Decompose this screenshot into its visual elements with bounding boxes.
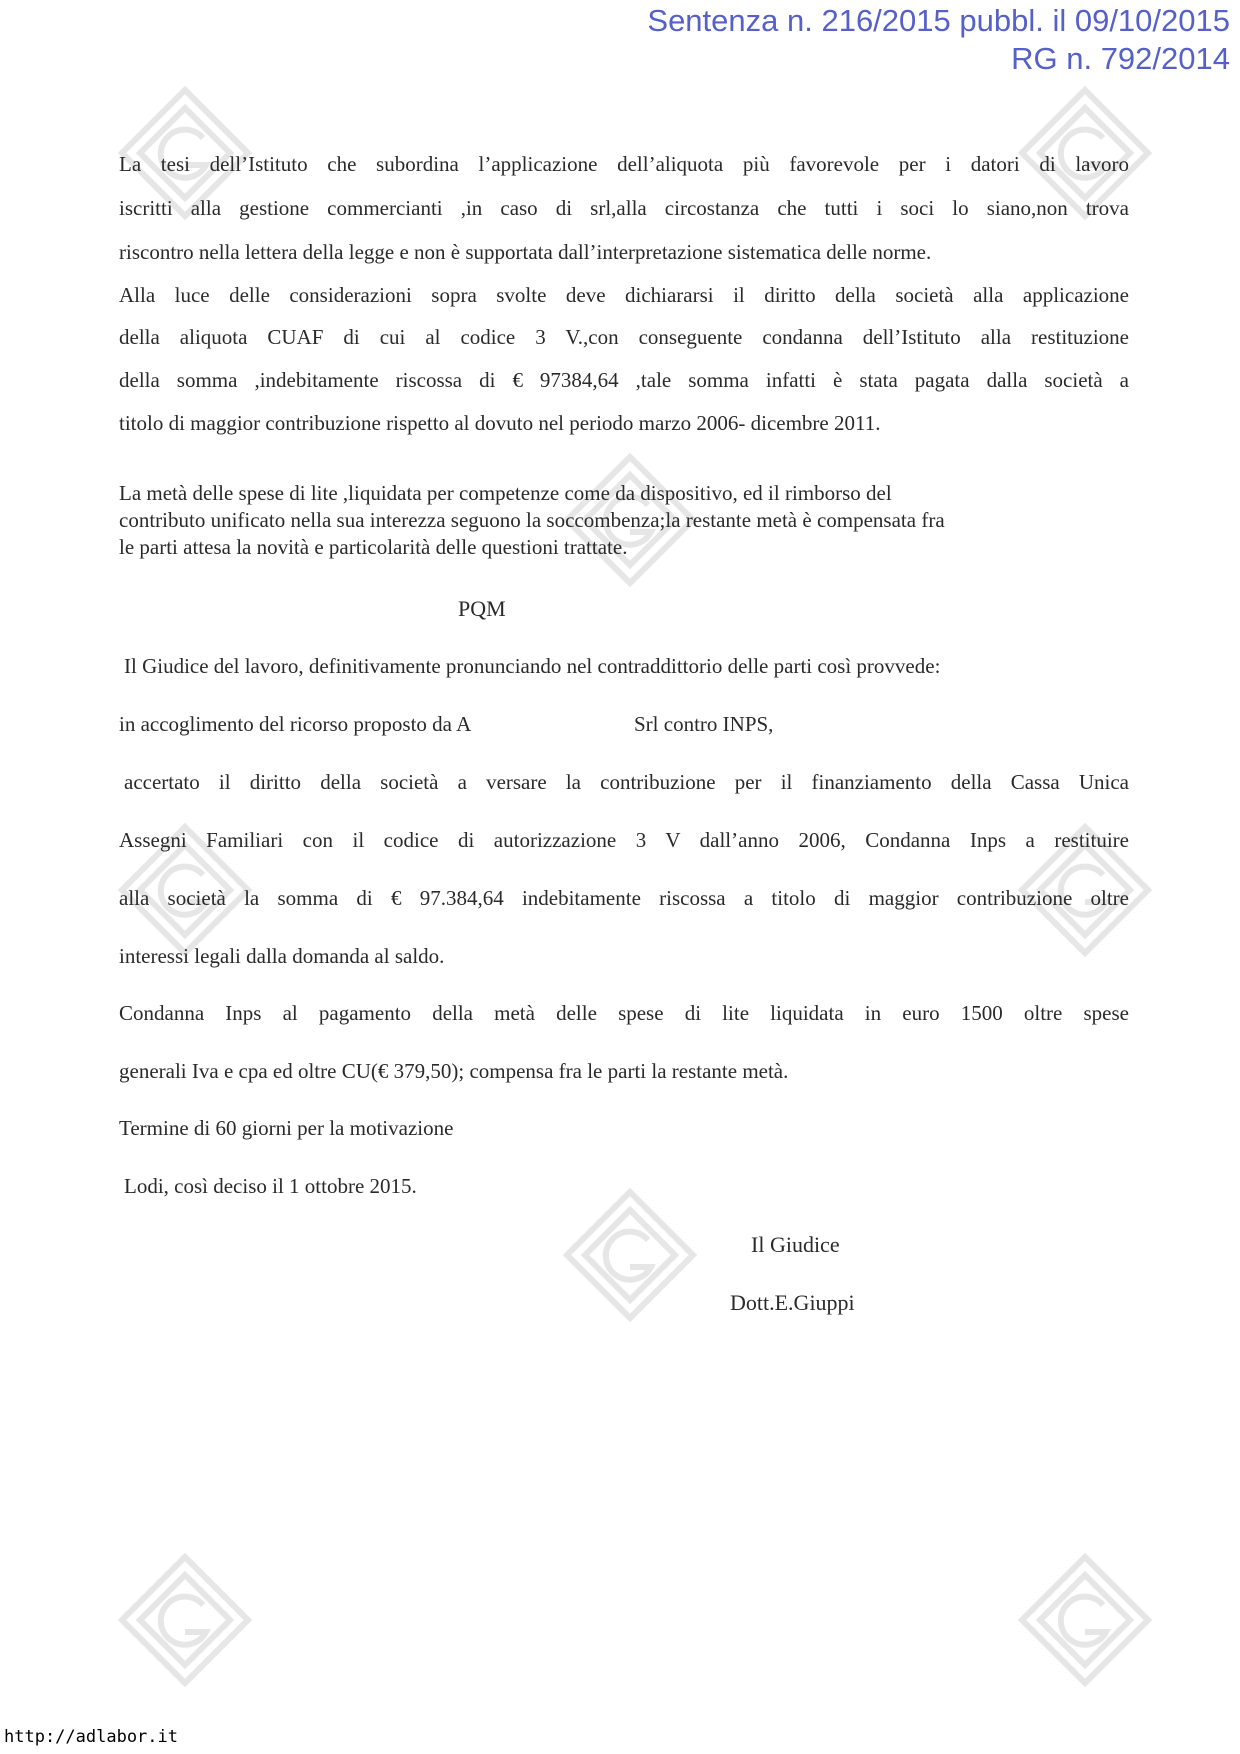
body-line: contributo unificato nella sua interezza seguono la soccombenza;la restante metà è compensata fra (119, 508, 945, 532)
body-line: Srl contro INPS, (634, 712, 774, 736)
body-line: La tesi dell’Istituto che subordina l’applicazione dell’aliquota più favorevole per i datori di lavoro (119, 152, 1129, 176)
body-line: alla società la somma di € 97.384,64 indebitamente riscossa a titolo di maggior contribuzione oltre (119, 886, 1129, 910)
signature-title: Il Giudice (751, 1232, 840, 1257)
body-line: riscontro nella lettera della legge e non è supportata dall’interpretazione sistematica delle norme. (119, 240, 932, 264)
body-line: generali Iva e cpa ed oltre CU(€ 379,50); compensa fra le parti la restante metà. (119, 1059, 789, 1083)
pqm-heading: PQM (458, 596, 506, 621)
body-line: La metà delle spese di lite ,liquidata per competenze come da dispositivo, ed il rimborso del (119, 481, 892, 505)
body-line: iscritti alla gestione commercianti ,in caso di srl,alla circostanza che tutti i soci lo siano,non trova (119, 196, 1129, 220)
case-number-stamp: RG n. 792/2014 (1011, 41, 1230, 76)
body-line: Il Giudice del lavoro, definitivamente pronunciando nel contraddittorio delle parti così provvede: (124, 654, 941, 678)
body-line: accertato il diritto della società a versare la contribuzione per il finanziamento della Cassa Unica (124, 770, 1129, 794)
body-line: interessi legali dalla domanda al saldo. (119, 944, 445, 968)
body-line: Condanna Inps al pagamento della metà delle spese di lite liquidata in euro 1500 oltre spese (119, 1001, 1129, 1025)
body-line: della somma ,indebitamente riscossa di € 97384,64 ,tale somma infatti è stata pagata dalla società a (119, 368, 1129, 392)
signature-name: Dott.E.Giuppi (730, 1290, 855, 1315)
body-line: Lodi, così deciso il 1 ottobre 2015. (124, 1174, 417, 1198)
g-logo-watermark-icon (1010, 1545, 1160, 1695)
body-line: in accoglimento del ricorso proposto da A (119, 712, 472, 736)
body-line: Assegni Familiari con il codice di autorizzazione 3 V dall’anno 2006, Condanna Inps a restituire (119, 828, 1129, 852)
footer-url: http://adlabor.it (4, 1727, 178, 1747)
costs-paragraph (119, 480, 1129, 561)
body-line: titolo di maggior contribuzione rispetto al dovuto nel periodo marzo 2006- dicembre 2011. (119, 411, 881, 435)
g-logo-watermark-icon (555, 1180, 705, 1330)
body-line: della aliquota CUAF di cui al codice 3 V.,con conseguente condanna dell’Istituto alla restituzione (119, 325, 1129, 349)
sentence-stamp: Sentenza n. 216/2015 pubbl. il 09/10/2015 (647, 3, 1230, 38)
body-line: Termine di 60 giorni per la motivazione (119, 1116, 454, 1140)
body-line: Alla luce delle considerazioni sopra svolte deve dichiararsi il diritto della società alla applicazione (119, 283, 1129, 307)
g-logo-watermark-icon (110, 1545, 260, 1695)
body-line: le parti attesa la novità e particolarità delle questioni trattate. (119, 535, 628, 559)
